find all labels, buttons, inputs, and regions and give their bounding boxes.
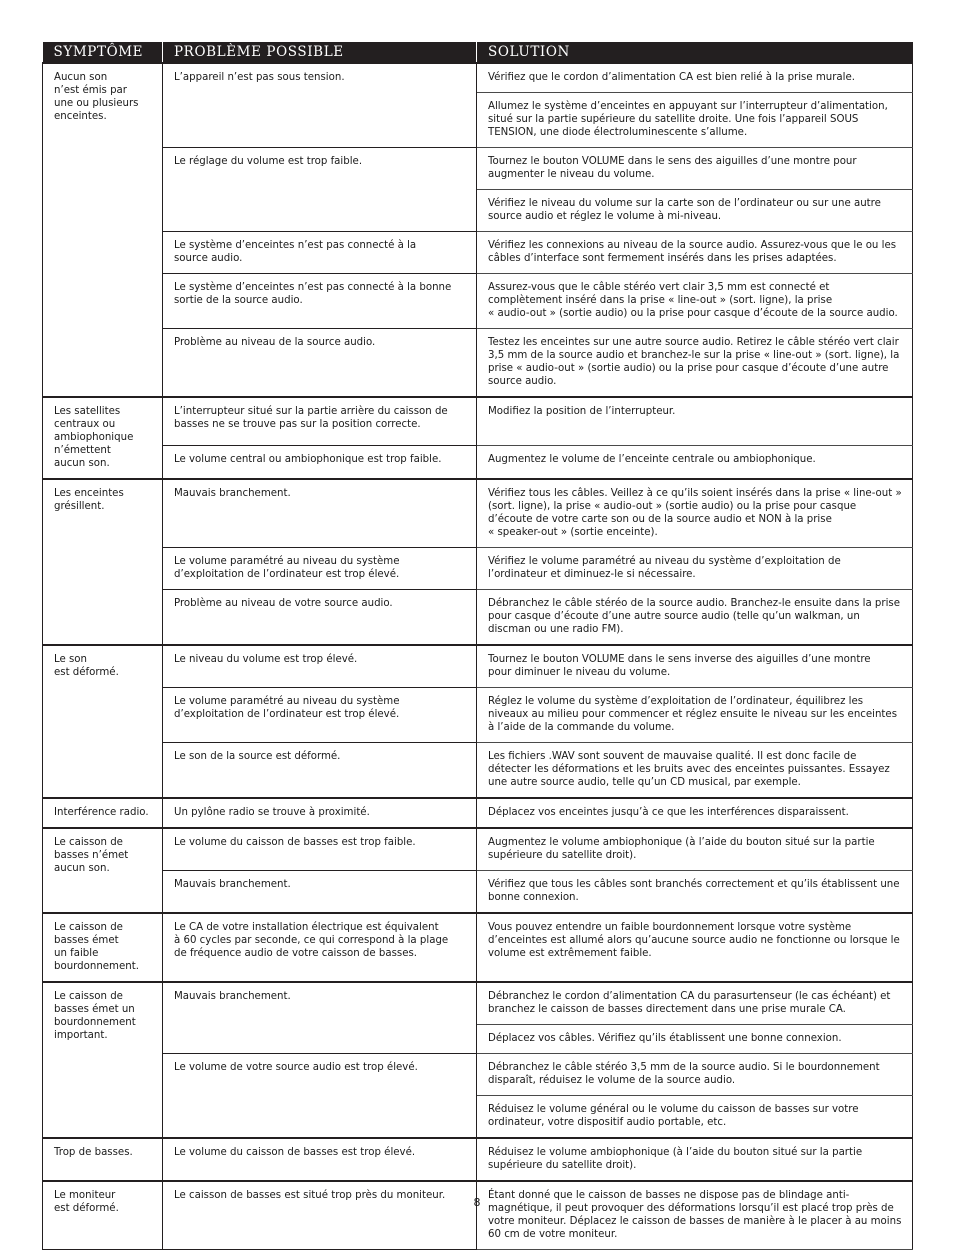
- solution-cell: Vérifiez que tous les câbles sont branchés correctement et qu’ils établissent une bonne connexion.: [477, 871, 913, 914]
- problem-cell: Le système d’enceintes n’est pas connecté à la bonne sortie de la source audio.: [163, 274, 477, 329]
- symptom-cell: Le moniteur est déformé.: [43, 1181, 163, 1250]
- solution-cell: Allumez le système d’enceintes en appuyant sur l’interrupteur d’alimentation, situé sur la partie supérieure du satellite droite. Une fois l’appareil SOUS TENSION, une diode électroluminescente s’allume.: [477, 93, 913, 148]
- table-row: [43, 798, 913, 828]
- solution-cell: Tournez le bouton VOLUME dans le sens inverse des aiguilles d’une montre pour diminuer le niveau du volume.: [477, 645, 913, 688]
- table-row: [43, 232, 913, 274]
- symptom-cell: Trop de basses.: [43, 1138, 163, 1181]
- header-problem: PROBLÈME POSSIBLE: [163, 42, 477, 63]
- symptom-cell: Le caisson de basses émet un faible bourdonnement.: [43, 913, 163, 982]
- problem-cell: Le volume du caisson de basses est trop élevé.: [163, 1138, 477, 1181]
- solution-cell: Les fichiers .WAV sont souvent de mauvaise qualité. Il est donc facile de détecter les déformations et les bruits avec des enceintes puissantes. Essayez une autre source audio, telle qu’un CD musical, par exemple.: [477, 743, 913, 799]
- table-row: [43, 743, 913, 799]
- table-row: [43, 1054, 913, 1096]
- page-number: 8: [473, 1196, 481, 1209]
- solution-cell: Vérifiez le volume paramétré au niveau du système d’exploitation de l’ordinateur et diminuez-le si nécessaire.: [477, 548, 913, 590]
- table-row: [43, 645, 913, 688]
- solution-cell: Débranchez le câble stéréo 3,5 mm de la source audio. Si le bourdonnement disparaît, réduisez le volume de la source audio.: [477, 1054, 913, 1096]
- problem-cell: Problème au niveau de votre source audio.: [163, 590, 477, 646]
- header-row: [43, 42, 913, 63]
- table-row: [43, 274, 913, 329]
- problem-cell: Le caisson de basses est situé trop près du moniteur.: [163, 1181, 477, 1250]
- solution-cell: Vérifiez le niveau du volume sur la carte son de l’ordinateur ou sur une autre source audio et réglez le volume à mi-niveau.: [477, 190, 913, 232]
- problem-cell: Mauvais branchement.: [163, 871, 477, 914]
- table-row: [43, 590, 913, 646]
- problem-cell: Le volume paramétré au niveau du système d’exploitation de l’ordinateur est trop élevé.: [163, 548, 477, 590]
- table-row: [43, 329, 913, 398]
- problem-cell: Le volume central ou ambiophonique est trop faible.: [163, 445, 477, 479]
- solution-cell: Réduisez le volume ambiophonique (à l’aide du bouton situé sur la partie supérieure du satellite droit).: [477, 1138, 913, 1181]
- table-row: [43, 397, 913, 445]
- symptom-cell: Interférence radio.: [43, 798, 163, 828]
- table-row: [43, 548, 913, 590]
- table-row: [43, 828, 913, 871]
- solution-cell: Modifiez la position de l’interrupteur.: [477, 397, 913, 445]
- problem-cell: Un pylône radio se trouve à proximité.: [163, 798, 477, 828]
- symptom-cell: Les satellites centraux ou ambiophonique n’émettent aucun son.: [43, 397, 163, 479]
- solution-cell: Débranchez le cordon d’alimentation CA du parasurtenseur (le cas échéant) et branchez le caisson de basses directement dans une prise murale CA.: [477, 982, 913, 1025]
- table-row: [43, 479, 913, 548]
- symptom-cell: Le son est déformé.: [43, 645, 163, 798]
- solution-cell: Augmentez le volume ambiophonique (à l’aide du bouton situé sur la partie supérieure du satellite droit).: [477, 828, 913, 871]
- solution-cell: Augmentez le volume de l’enceinte centrale ou ambiophonique.: [477, 445, 913, 479]
- symptom-cell: Le caisson de basses n’émet aucun son.: [43, 828, 163, 913]
- table-row: [43, 148, 913, 190]
- table-row: [43, 982, 913, 1025]
- table-row: [43, 913, 913, 982]
- problem-cell: Le CA de votre installation électrique est équivalent à 60 cycles par seconde, ce qui correspond à la plage de fréquence audio de votre caisson de basses.: [163, 913, 477, 982]
- problem-cell: L’appareil n’est pas sous tension.: [163, 63, 477, 148]
- solution-cell: Vous pouvez entendre un faible bourdonnement lorsque votre système d’enceintes est allumé alors qu’aucune source audio ne fonctionne ou lorsque le volume est extrêmement faible.: [477, 913, 913, 982]
- symptom-cell: Aucun son n’est émis par une ou plusieurs enceintes.: [43, 63, 163, 397]
- solution-cell: Vérifiez les connexions au niveau de la source audio. Assurez-vous que le ou les câbles d’interface sont fermement insérés dans les prises adaptées.: [477, 232, 913, 274]
- troubleshooting-sheet: [42, 42, 912, 1250]
- symptom-cell: Le caisson de basses émet un bourdonnement important.: [43, 982, 163, 1138]
- solution-cell: Vérifiez tous les câbles. Veillez à ce qu’ils soient insérés dans la prise « line-out » (sort. ligne), la prise « audio-out » (sortie audio) ou la prise pour casque d’écoute de votre carte son ou de la source audio et NON à la prise « speaker-out » (sortie enceinte).: [477, 479, 913, 548]
- table-row: [43, 63, 913, 93]
- solution-cell: Assurez-vous que le câble stéréo vert clair 3,5 mm est connecté et complètement inséré dans la prise « line-out » (sort. ligne), la prise « audio-out » (sortie audio) ou la prise pour casque d’écoute de la source audio.: [477, 274, 913, 329]
- solution-cell: Étant donné que le caisson de basses ne dispose pas de blindage anti- magnétique, il peut provoquer des déformations lorsqu’il est placé trop près de votre moniteur. Déplacez le caisson de basses de manière à le placer à au moins 60 cm de votre moniteur.: [477, 1181, 913, 1250]
- solution-cell: Déplacez vos enceintes jusqu’à ce que les interférences disparaissent.: [477, 798, 913, 828]
- header-symptom: SYMPTÔME: [43, 42, 163, 63]
- solution-cell: Vérifiez que le cordon d’alimentation CA est bien relié à la prise murale.: [477, 63, 913, 93]
- solution-cell: Réglez le volume du système d’exploitation de l’ordinateur, équilibrez les niveaux au milieu pour commencer et réglez ensuite le niveau sur les enceintes à l’aide de la commande du volume.: [477, 688, 913, 743]
- solution-cell: Tournez le bouton VOLUME dans le sens des aiguilles d’une montre pour augmenter le niveau du volume.: [477, 148, 913, 190]
- problem-cell: Le volume du caisson de basses est trop faible.: [163, 828, 477, 871]
- solution-cell: Testez les enceintes sur une autre source audio. Retirez le câble stéréo vert clair 3,5 mm de la source audio et branchez-le sur la prise « line-out » (sort. ligne), la prise « audio-out » (sortie audio) ou la prise pour casque d’écoute d’une autre source audio.: [477, 329, 913, 398]
- problem-cell: Mauvais branchement.: [163, 982, 477, 1054]
- problem-cell: L’interrupteur situé sur la partie arrière du caisson de basses ne se trouve pas sur la position correcte.: [163, 397, 477, 445]
- solution-cell: Réduisez le volume général ou le volume du caisson de basses sur votre ordinateur, votre dispositif audio portable, etc.: [477, 1096, 913, 1139]
- table-row: [43, 871, 913, 914]
- problem-cell: Le réglage du volume est trop faible.: [163, 148, 477, 232]
- troubleshooting-table: [42, 42, 913, 1250]
- problem-cell: Le système d’enceintes n’est pas connecté à la source audio.: [163, 232, 477, 274]
- problem-cell: Mauvais branchement.: [163, 479, 477, 548]
- table-row: [43, 1138, 913, 1181]
- table-row: [43, 445, 913, 479]
- header-solution: SOLUTION: [477, 42, 913, 63]
- solution-cell: Débranchez le câble stéréo de la source audio. Branchez-le ensuite dans la prise pour casque d’écoute d’une autre source audio (telle qu’un walkman, un discman ou une radio FM).: [477, 590, 913, 646]
- table-body: [43, 63, 913, 1250]
- table-row: [43, 688, 913, 743]
- problem-cell: Le son de la source est déformé.: [163, 743, 477, 799]
- problem-cell: Le niveau du volume est trop élevé.: [163, 645, 477, 688]
- problem-cell: Problème au niveau de la source audio.: [163, 329, 477, 398]
- solution-cell: Déplacez vos câbles. Vérifiez qu’ils établissent une bonne connexion.: [477, 1025, 913, 1054]
- problem-cell: Le volume de votre source audio est trop élevé.: [163, 1054, 477, 1139]
- problem-cell: Le volume paramétré au niveau du système d’exploitation de l’ordinateur est trop élevé.: [163, 688, 477, 743]
- symptom-cell: Les enceintes grésillent.: [43, 479, 163, 645]
- table-row: [43, 1181, 913, 1250]
